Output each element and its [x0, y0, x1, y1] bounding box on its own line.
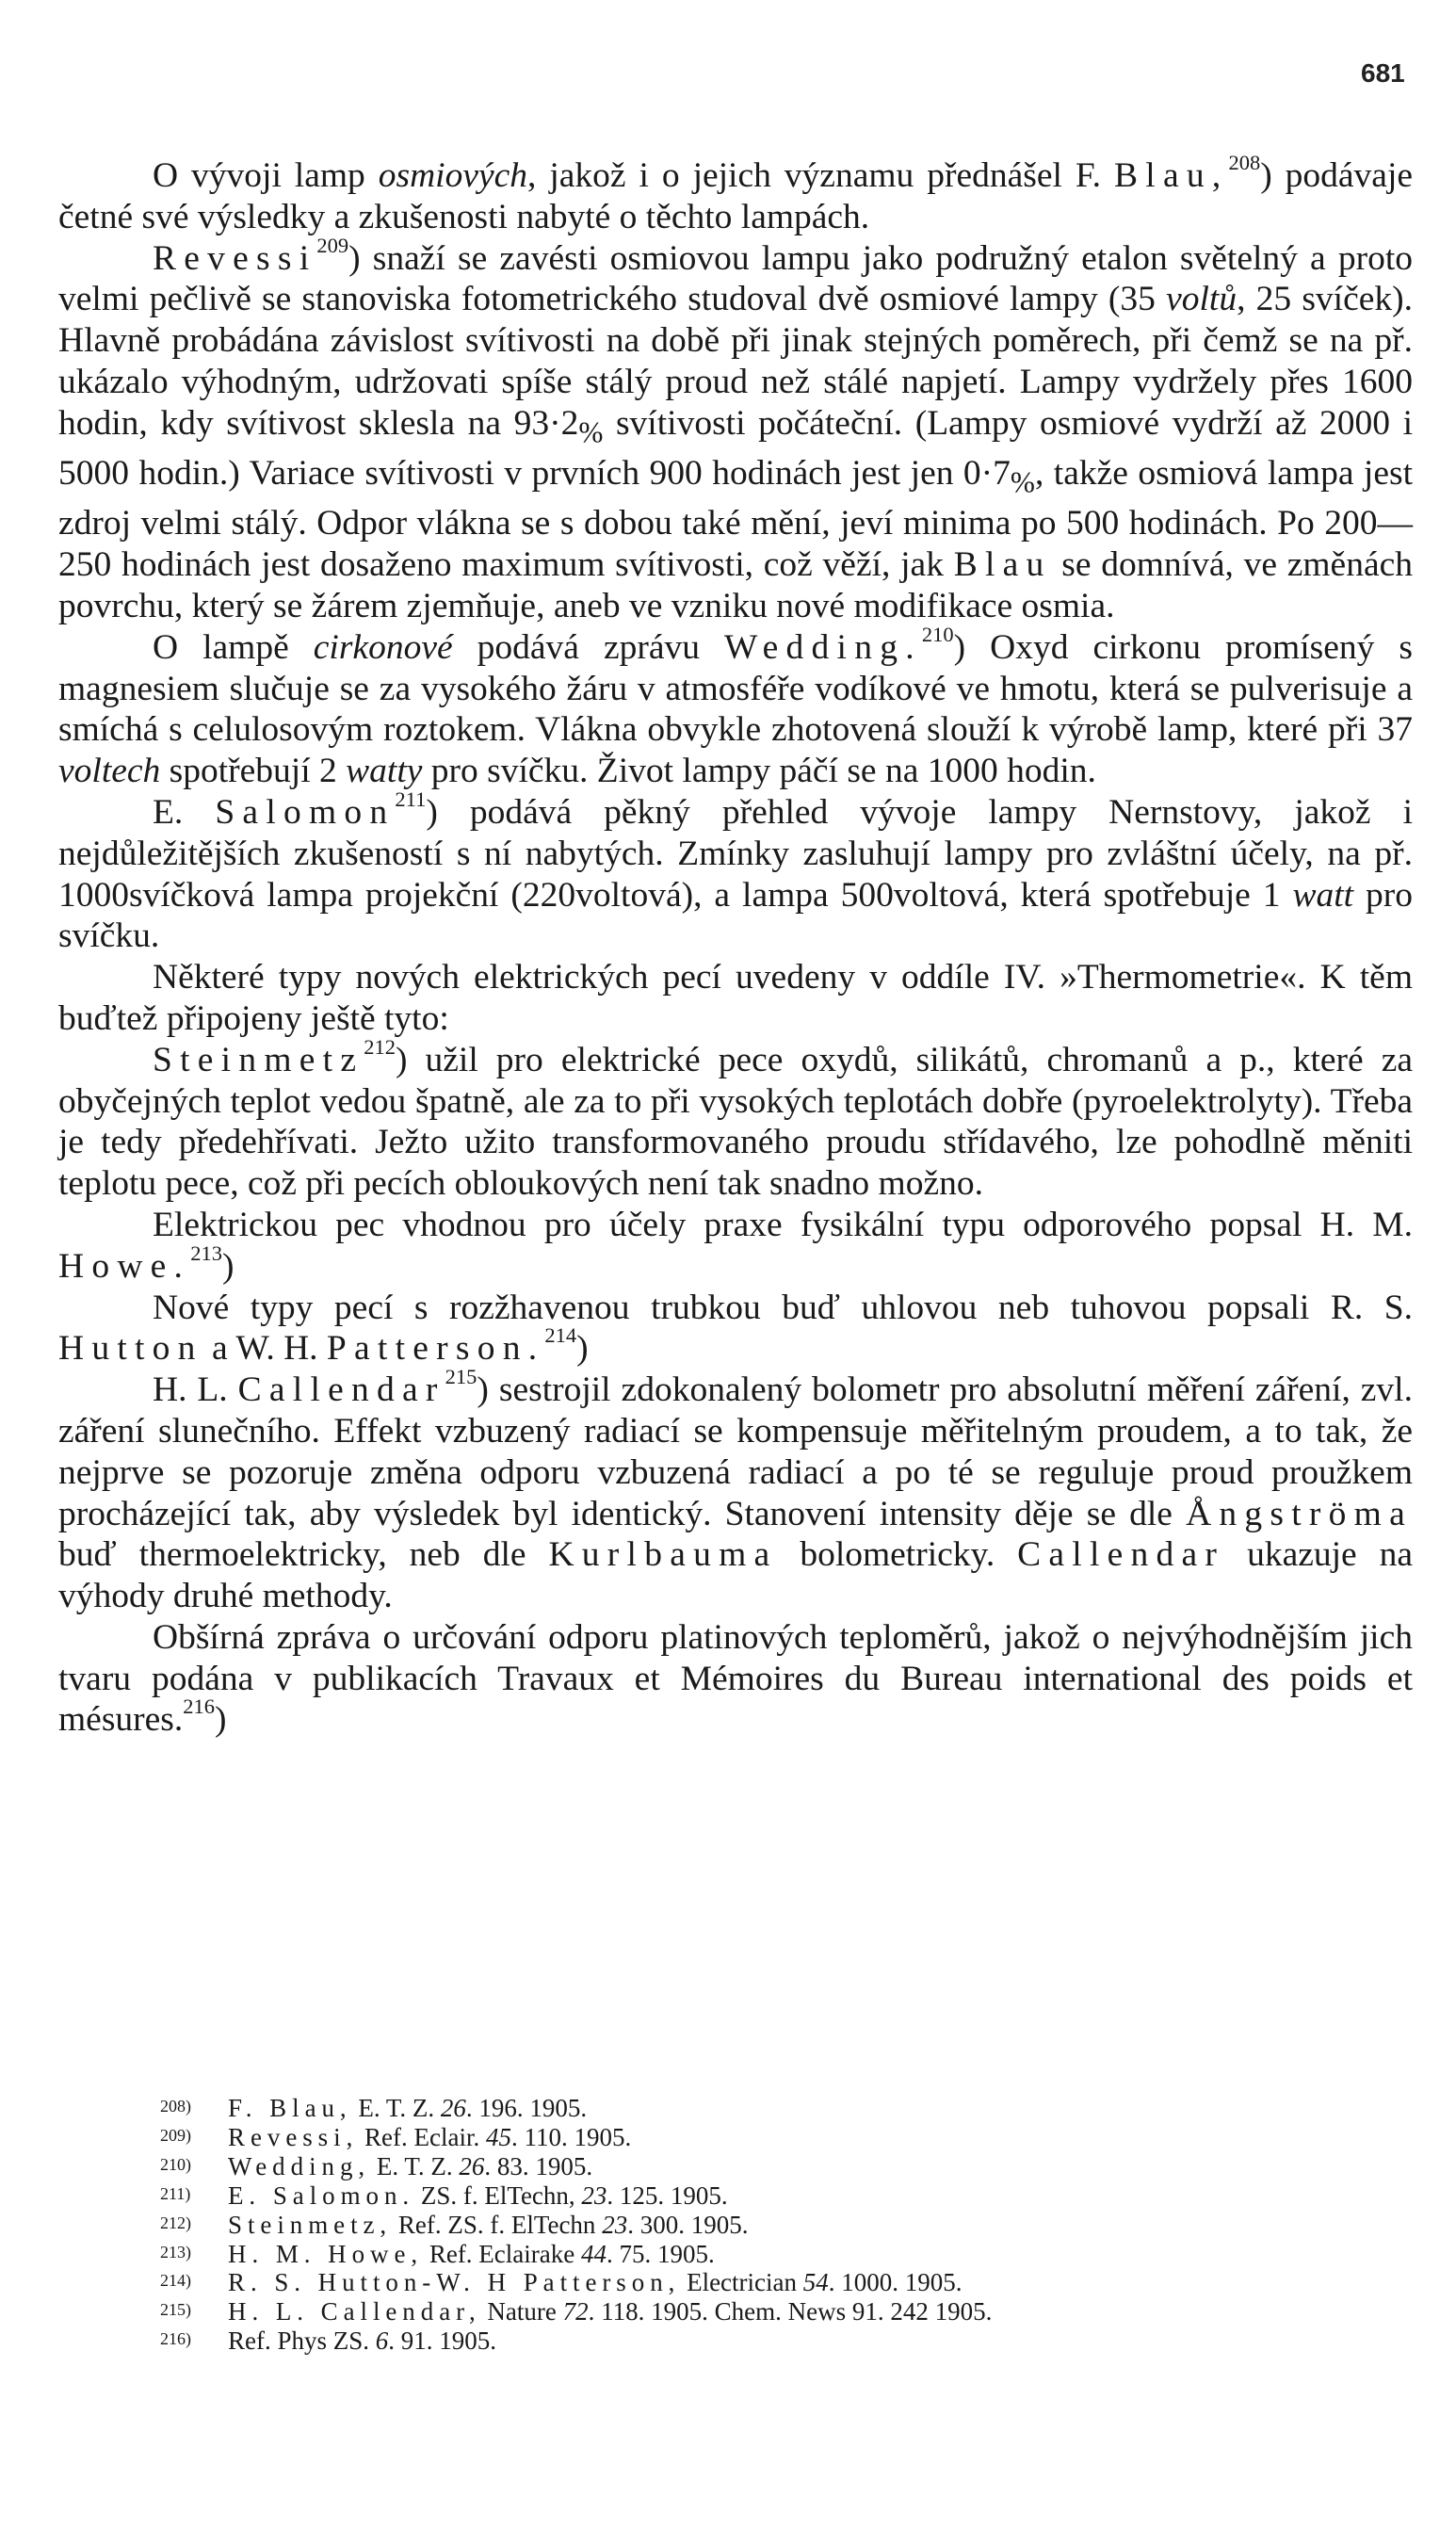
author-name: Callendar — [1017, 1535, 1225, 1575]
footnote-pages: . 300. 1905. — [627, 2210, 749, 2239]
author-name: Callendar — [237, 1370, 445, 1410]
percent-sign: % — [1010, 465, 1035, 499]
footnote — [160, 2093, 1290, 2122]
footnote — [160, 2210, 1290, 2239]
footnote — [160, 2296, 1290, 2326]
text: ) užil pro elektrické pece oxydů, silikátů, chromanů a p., které za obyčejných teplot vedou špatně, ale za to při vysokých teplotách dobře (pyroelektrolyty). Třeba je tedy předehřívati. Ježto užito transformovaného proudu střídavého, lze pohodlně měniti teplotu pece, což při pecích obloukových není tak snadno možno. — [58, 1040, 1413, 1204]
footnote-number: 213) — [160, 2242, 191, 2262]
footnotes — [160, 2093, 1290, 2355]
footnote-number: 210) — [160, 2154, 191, 2174]
text: buď thermoelektricky, neb dle — [58, 1535, 549, 1575]
footnote-volume: 45 — [485, 2122, 511, 2151]
text: ukazuje na výhody druhé methody. — [58, 1535, 1413, 1616]
footnote-volume: 6 — [375, 2326, 389, 2356]
footnote-number: 211) — [160, 2183, 191, 2203]
footnote — [160, 2122, 1290, 2151]
text: pro svíčku. — [58, 875, 1413, 956]
footnote-volume: 26 — [459, 2151, 485, 2180]
footnote — [160, 2151, 1290, 2180]
paragraph-howe — [58, 1205, 1413, 1288]
footnote — [160, 2326, 1290, 2355]
footnote-pages: . 196. 1905. — [465, 2094, 588, 2122]
text: pro svíčku. Život lampy páčí se na 1000 hodin. — [422, 752, 1096, 791]
footnote-source: Electrician — [680, 2268, 803, 2297]
page-number: 681 — [1361, 58, 1405, 88]
paragraph-furnaces-intro: Některé typy nových elektrických pecí uvedeny v oddíle IV. »Thermometrie«. K těm buďtež připojeny ještě tyto: — [58, 958, 1413, 1038]
footnote-number: 209) — [160, 2125, 191, 2145]
footnote-ref: 209 — [316, 233, 349, 257]
footnote-author: Wedding, — [228, 2151, 371, 2180]
footnote-number: 216) — [160, 2329, 191, 2349]
footnote-pages: . 1000. 1905. — [828, 2268, 963, 2297]
text: ) — [215, 1700, 227, 1740]
footnote-number: 212) — [160, 2213, 191, 2232]
text: O vývoji lamp — [153, 156, 379, 195]
footnote-source: ZS. f. ElTechn, — [414, 2180, 582, 2210]
text: H. L. — [153, 1370, 238, 1410]
text: , takže osmiová lampa jest zdroj velmi stálý. Odpor vlákna se s dobou také mění, jeví minima po 500 hodinách. Po 200—250 hodinách jest dosaženo maximum svítivosti, což věží, jak — [58, 454, 1413, 585]
footnote-ref: 211 — [395, 786, 427, 811]
footnote — [160, 2180, 1290, 2210]
text: podává zprávu — [452, 627, 725, 667]
footnote-ref: 215 — [445, 1365, 477, 1389]
footnote-author: Steinmetz, — [228, 2210, 393, 2239]
italic-term: osmiových — [378, 156, 528, 195]
footnote-ref: 208 — [1228, 151, 1261, 174]
footnote-pages: . 91. 1905. — [388, 2326, 497, 2356]
text: E. — [153, 792, 216, 832]
footnote-ref: 212 — [364, 1034, 396, 1059]
footnote-ref: 214 — [544, 1323, 577, 1348]
footnote-pages: . 125. 1905. — [607, 2180, 728, 2210]
text: ) Oxyd cirkonu promísený s magnesiem slučuje se za vysokého žáru v atmosféře vodíkové ve hmotu, která se pulverisuje a smíchá s celulosovým roztokem. Vlákna obvykle zhotovená slouží k výrobě lamp, které při 37 — [58, 627, 1413, 750]
footnote-author: F. Blau, — [228, 2094, 352, 2122]
footnote-volume: 72 — [562, 2297, 589, 2326]
paragraph-osmium-blau — [58, 151, 1414, 238]
footnote-source: Nature — [480, 2297, 563, 2326]
text: Nové typy pecí s rozžhavenou trubkou buď uhlovou neb tuhovou popsali R. S. — [153, 1288, 1413, 1327]
paragraph-zirconium — [58, 622, 1413, 792]
footnote-volume: 23 — [602, 2210, 628, 2239]
footnote-source: E. T. Z. — [370, 2151, 460, 2180]
footnote-volume: 26 — [440, 2094, 466, 2122]
paragraph-callendar — [58, 1365, 1413, 1617]
text: svítivosti počáteční. (Lampy osmiové vydrží až 2000 i 5000 hodin.) Variace svítivosti v prvních 900 hodinách jest jen 0·7 — [58, 403, 1413, 494]
footnote-pages: . 118. 1905. Chem. News 91. 242 1905. — [588, 2297, 993, 2326]
italic-term: voltů — [1166, 280, 1238, 319]
footnote-volume: 23 — [581, 2180, 607, 2210]
footnote-source: Ref. Eclair. — [358, 2122, 486, 2151]
paragraph-steinmetz — [58, 1034, 1413, 1205]
footnote-source: Ref. Eclairake — [423, 2239, 581, 2268]
footnote-author: Revessi, — [228, 2122, 359, 2151]
percent-sign: % — [578, 415, 604, 449]
paragraph-revessi — [58, 233, 1413, 627]
author-name: Howe. — [58, 1246, 191, 1286]
footnote-number: 214) — [160, 2271, 191, 2291]
footnote-ref: 216 — [183, 1694, 216, 1719]
footnote-ref: 210 — [921, 622, 954, 646]
author-name: Ångströma — [1186, 1494, 1413, 1533]
text: Elektrickou pec vhodnou pro účely praxe fysikální typu odporového popsal H. M. — [153, 1205, 1413, 1244]
paragraph-hutton-patterson — [58, 1288, 1413, 1370]
text: a W. H. — [202, 1329, 327, 1369]
text: O lampě — [153, 627, 314, 667]
text: , jakož i o jejich významu přednášel F. — [527, 156, 1115, 195]
text: se domnívá, ve změnách povrchu, který se žárem zjemňuje, aneb ve vzniku nové modifikace osmia. — [58, 545, 1413, 625]
author-name: Salomon — [215, 792, 396, 832]
text: , 25 svíček). Hlavně probádána závislost svítivosti na době při jinak stejných poměrech, při čemž se na př. ukázalo výhodným, udržovati spíše stálý proud než stálé napjetí. Lampy vydržely přes 1600 hodin, kdy svítivost sklesla na 93·2 — [58, 280, 1413, 443]
author-name: Blau — [953, 545, 1052, 585]
text: spotřebují 2 — [160, 752, 347, 791]
footnote-author: H. M. Howe, — [228, 2239, 424, 2268]
footnote-number: 208) — [160, 2097, 191, 2116]
text: ) — [576, 1329, 589, 1369]
footnote-source: E. T. Z. — [351, 2094, 441, 2122]
author-name: Revessi — [153, 238, 317, 278]
footnote — [160, 2239, 1290, 2268]
text: ) — [221, 1246, 235, 1286]
footnote-pages: . 83. 1905. — [484, 2151, 593, 2180]
footnote-author: E. Salomon. — [228, 2180, 415, 2210]
footnote-author: H. L. Callendar, — [228, 2297, 481, 2326]
italic-term: watt — [1292, 875, 1354, 915]
author-name: Steinmetz — [153, 1040, 364, 1079]
text: ) podávaje četné své výsledky a zkušenosti nabyté o těchto lampách. — [58, 156, 1414, 236]
footnote-pages: . 110. 1905. — [510, 2122, 632, 2151]
text: ) sestrojil zdokonalený bolometr pro absolutní měření záření, zvl. záření slunečního. Effekt vzbuzený radiací se kompensuje měřitelným proudem, a to tak, že nejprve se pozoruje změna odporu vzbuzená radiací a po té se reguluje proud proužkem procházející tak, aby výsledek byl identický. Stanovení intensity děje se dle — [58, 1370, 1413, 1533]
text: ) snaží se zavésti osmiovou lampu jako podružný etalon světelný a proto velmi pečlivě se stanoviska fotometrického studoval dvě osmiové lampy (35 — [58, 238, 1413, 319]
author-name: Patterson. — [326, 1329, 545, 1369]
text: bolometricky. — [777, 1535, 1018, 1575]
paragraph-platinum-thermometers — [58, 1617, 1413, 1741]
footnote-ref: 213 — [190, 1240, 222, 1265]
text: Obšírná zpráva o určování odporu platinových teploměrů, jakož o nejvýhodnějším jich tvaru podána v publikacích Travaux et Mémoires du Bureau international des poids et mésures. — [58, 1617, 1413, 1740]
footnote-source: Ref. Phys ZS. — [228, 2326, 376, 2356]
footnote-number: 215) — [160, 2300, 191, 2320]
author-name: Kurlbauma — [548, 1535, 778, 1575]
author-name: Wedding. — [724, 627, 922, 667]
footnote-author: R. S. Hutton-W. H Patterson, — [228, 2268, 681, 2297]
paragraph-salomon — [58, 786, 1413, 957]
italic-term: voltech — [58, 752, 161, 791]
footnote — [160, 2267, 1290, 2296]
italic-term: cirkonové — [313, 627, 453, 667]
footnote-source: Ref. ZS. f. ElTechn — [392, 2210, 603, 2239]
author-name: Blau, — [1114, 156, 1229, 195]
footnote-volume: 54 — [802, 2268, 829, 2297]
author-name: Hutton — [58, 1329, 203, 1369]
body-text — [58, 151, 1414, 1741]
footnote-pages: . 75. 1905. — [606, 2239, 715, 2268]
text: ) podává pěkný přehled vývoje lampy Nernstovy, jakož i nejdůležitějších zkušeností s ní nabytých. Zmínky zasluhují lampy pro zvláštní účely, na př. 1000svíčková lampa projekční (220voltová), a lampa 500voltová, která spotřebuje 1 — [58, 792, 1413, 915]
footnote-volume: 44 — [580, 2239, 607, 2268]
italic-term: watty — [346, 752, 423, 791]
